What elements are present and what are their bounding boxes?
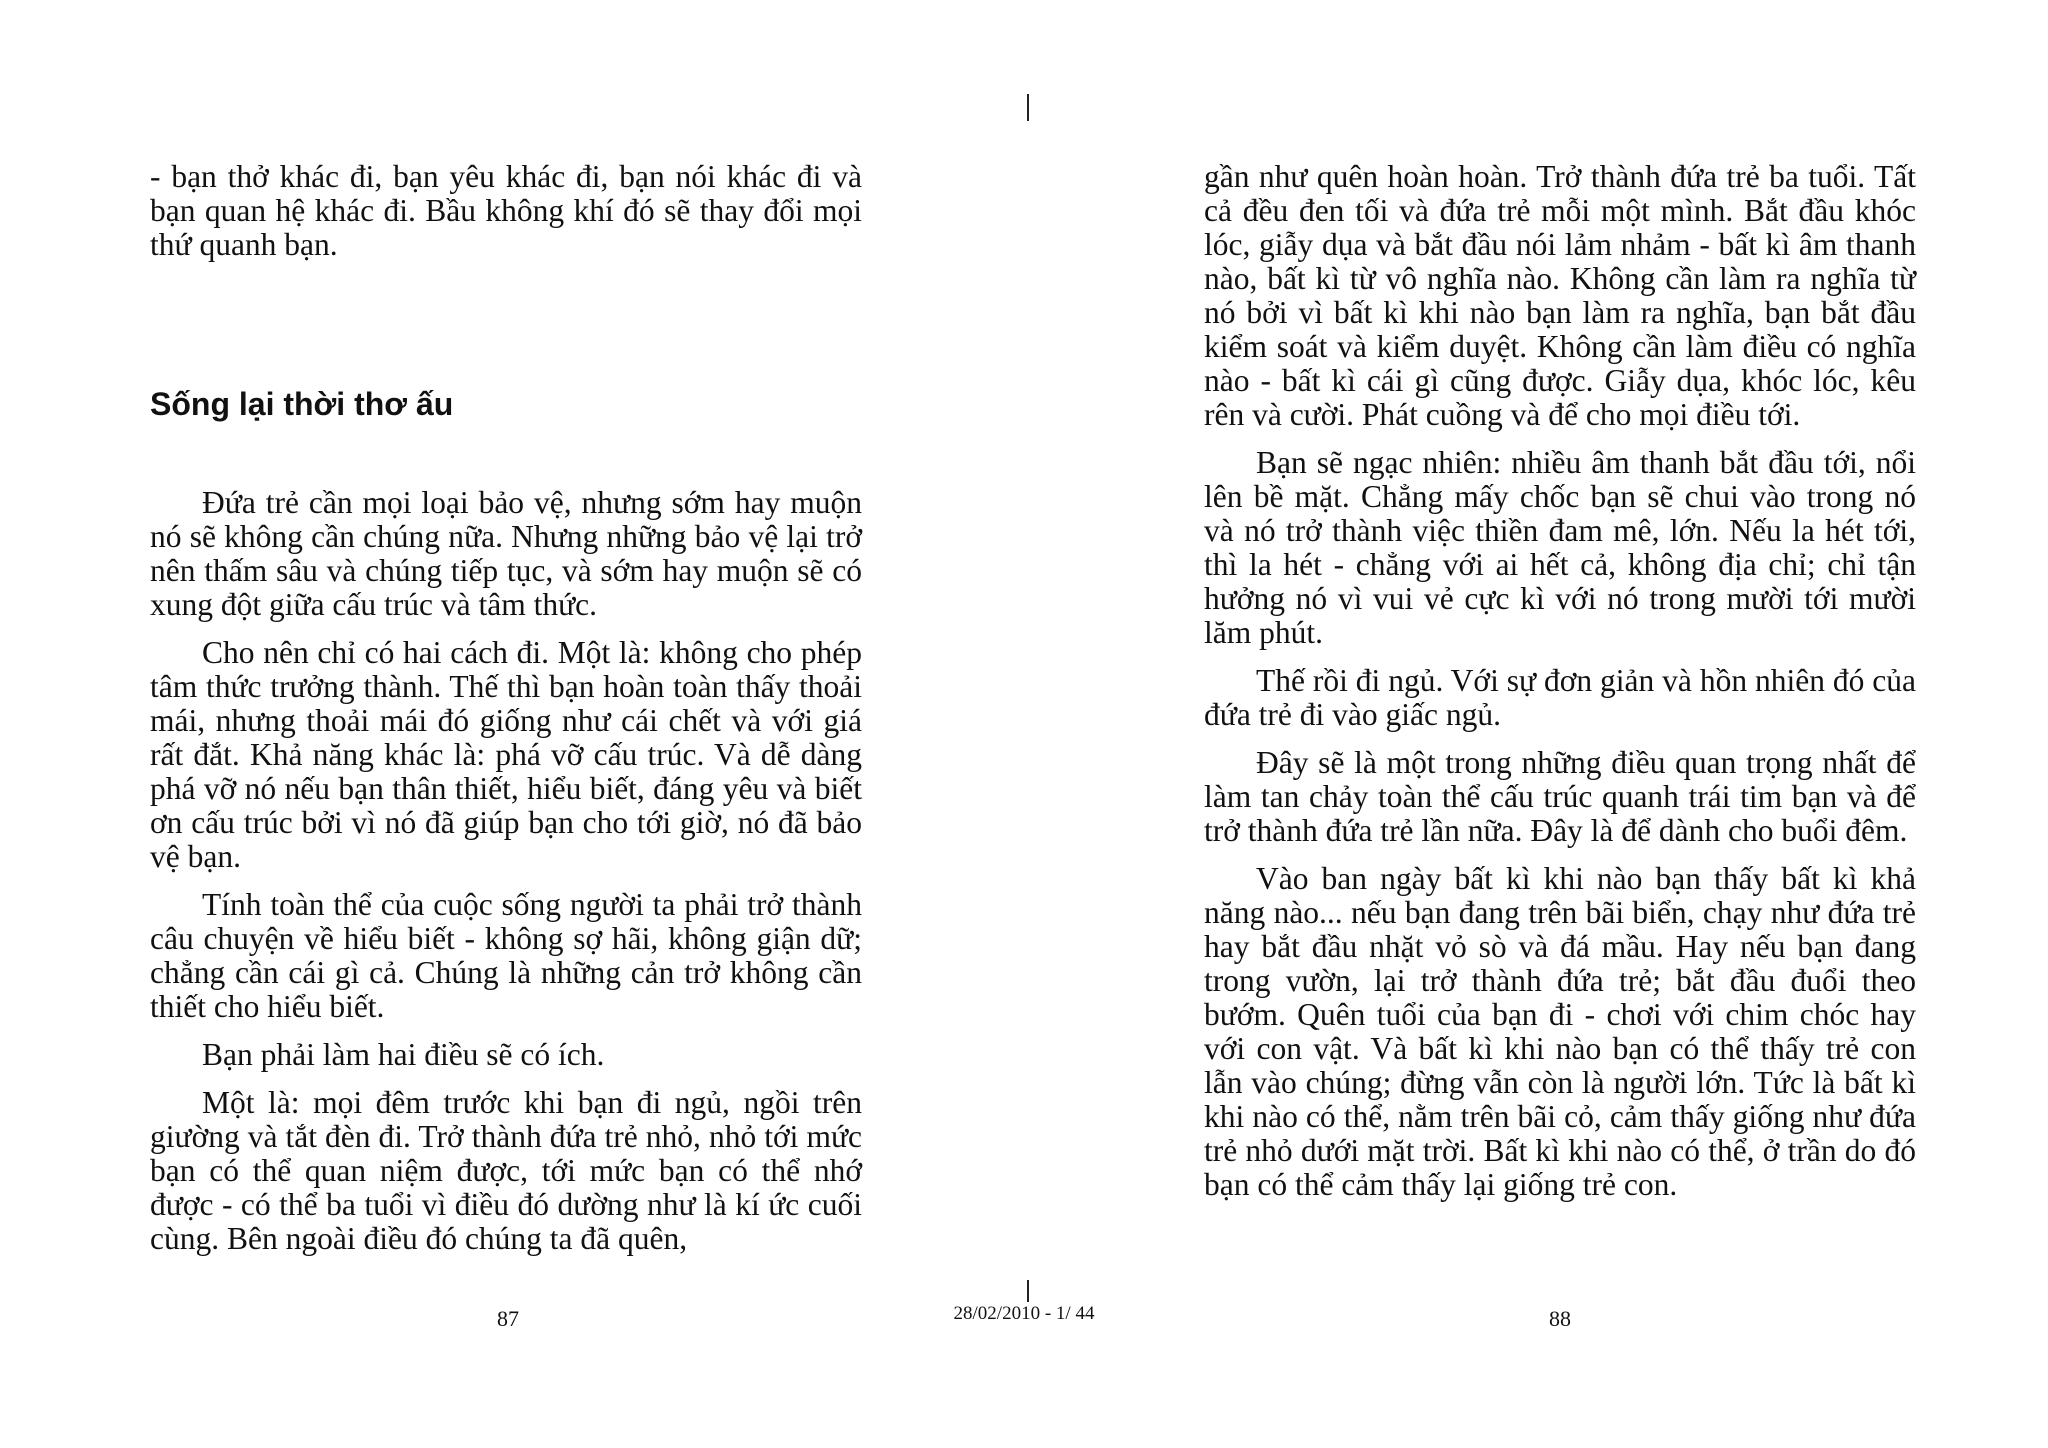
- left-paragraph-3: Tính toàn thể của cuộc sống người ta phải trở thành câu chuyện về hiểu biết - không sợ hãi, không giận dữ; chẳng cần cái gì cả. Chúng là những cản trở không cần thiết cho hiểu biết.: [150, 887, 862, 1024]
- right-continuation-paragraph: gần như quên hoàn hoàn. Trở thành đứa trẻ ba tuổi. Tất cả đều đen tối và đứa trẻ mỗi một mình. Bắt đầu khóc lóc, giẫy dụa và bắt đầu nói lảm nhảm - bất kì âm thanh nào, bất kì từ vô nghĩa nào. Không cần làm ra nghĩa từ nó bởi vì bất kì khi nào bạn làm ra nghĩa, bạn bắt đầu kiểm soát và kiểm duyệt. Không cần làm điều có nghĩa nào - bất kì cái gì cũng được. Giẫy dụa, khóc lóc, kêu rên và cười. Phát cuồng và để cho mọi điều tới.: [1204, 159, 1916, 432]
- left-paragraph-2: Cho nên chỉ có hai cách đi. Một là: không cho phép tâm thức trưởng thành. Thế thì bạn hoàn toàn thấy thoải mái, nhưng thoải mái đó giống như cái chết và với giá rất đắt. Khả năng khác là: phá vỡ cấu trúc. Và dễ dàng phá vỡ nó nếu bạn thân thiết, hiểu biết, đáng yêu và biết ơn cấu trúc bởi vì nó đã giúp bạn cho tới giờ, nó đã bảo vệ bạn.: [150, 635, 862, 874]
- left-page: [150, 0, 862, 1448]
- page-number-right: 88: [1549, 1306, 1571, 1331]
- left-intro-paragraph: - bạn thở khác đi, bạn yêu khác đi, bạn nói khác đi và bạn quan hệ khác đi. Bầu không khí đó sẽ thay đổi mọi thứ quanh bạn.: [150, 159, 862, 262]
- footer-date-stamp: 28/02/2010 - 1/ 44: [953, 1303, 1095, 1324]
- right-paragraph-4: Vào ban ngày bất kì khi nào bạn thấy bất kì khả năng nào... nếu bạn đang trên bãi biển, chạy như đứa trẻ hay bắt đầu nhặt vỏ sò và đá mầu. Hay nếu bạn đang trong vườn, lại trở thành đứa trẻ; bắt đầu đuổi theo bướm. Quên tuổi của bạn đi - chơi với chim chóc hay với con vật. Và bất kì khi nào bạn có thể thấy trẻ con lẫn vào chúng; đừng vẫn còn là người lớn. Tức là bất kì khi nào có thể, nằm trên bãi cỏ, cảm thấy giống như đứa trẻ nhỏ dưới mặt trời. Bất kì khi nào có thể, ở trần do đó bạn có thể cảm thấy lại giống trẻ con.: [1204, 861, 1916, 1202]
- left-paragraph-1: Đứa trẻ cần mọi loại bảo vệ, nhưng sớm hay muộn nó sẽ không cần chúng nữa. Nhưng những bảo vệ lại trở nên thấm sâu và chúng tiếp tục, và sớm hay muộn sẽ có xung đột giữa cấu trúc và tâm thức.: [150, 485, 862, 622]
- page-center-mark-bottom: [1027, 1280, 1029, 1302]
- right-paragraph-1: Bạn sẽ ngạc nhiên: nhiều âm thanh bắt đầu tới, nổi lên bề mặt. Chẳng mấy chốc bạn sẽ chui vào trong nó và nó trở thành việc thiền đam mê, lớn. Nếu la hét tới, thì la hét - chẳng với ai hết cả, không địa chỉ; chỉ tận hưởng nó vì vui vẻ cực kì với nó trong mười tới mười lăm phút.: [1204, 445, 1916, 650]
- section-heading: Sống lại thời thơ ấu: [150, 386, 454, 422]
- right-page: [1204, 0, 1916, 1448]
- left-paragraph-4: Bạn phải làm hai điều sẽ có ích.: [202, 1037, 605, 1072]
- right-paragraph-2: Thế rồi đi ngủ. Với sự đơn giản và hồn nhiên đó của đứa trẻ đi vào giấc ngủ.: [1204, 663, 1916, 732]
- left-intro-block: [150, 160, 862, 276]
- page-number-left: 87: [497, 1306, 519, 1331]
- left-body-text: [150, 486, 862, 1270]
- page-center-mark-top: [1027, 94, 1029, 121]
- right-paragraph-3: Đây sẽ là một trong những điều quan trọng nhất để làm tan chảy toàn thể cấu trúc quanh trái tim bạn và để trở thành đứa trẻ lần nữa. Đây là để dành cho buổi đêm.: [1204, 745, 1916, 848]
- left-paragraph-5: Một là: mọi đêm trước khi bạn đi ngủ, ngồi trên giường và tắt đèn đi. Trở thành đứa trẻ nhỏ, nhỏ tới mức bạn có thể quan niệm được, tới mức bạn có thể nhớ được - có thể ba tuổi vì điều đó dường như là kí ức cuối cùng. Bên ngoài điều đó chúng ta đã quên,: [150, 1085, 862, 1256]
- right-body-text: [1204, 160, 1916, 1216]
